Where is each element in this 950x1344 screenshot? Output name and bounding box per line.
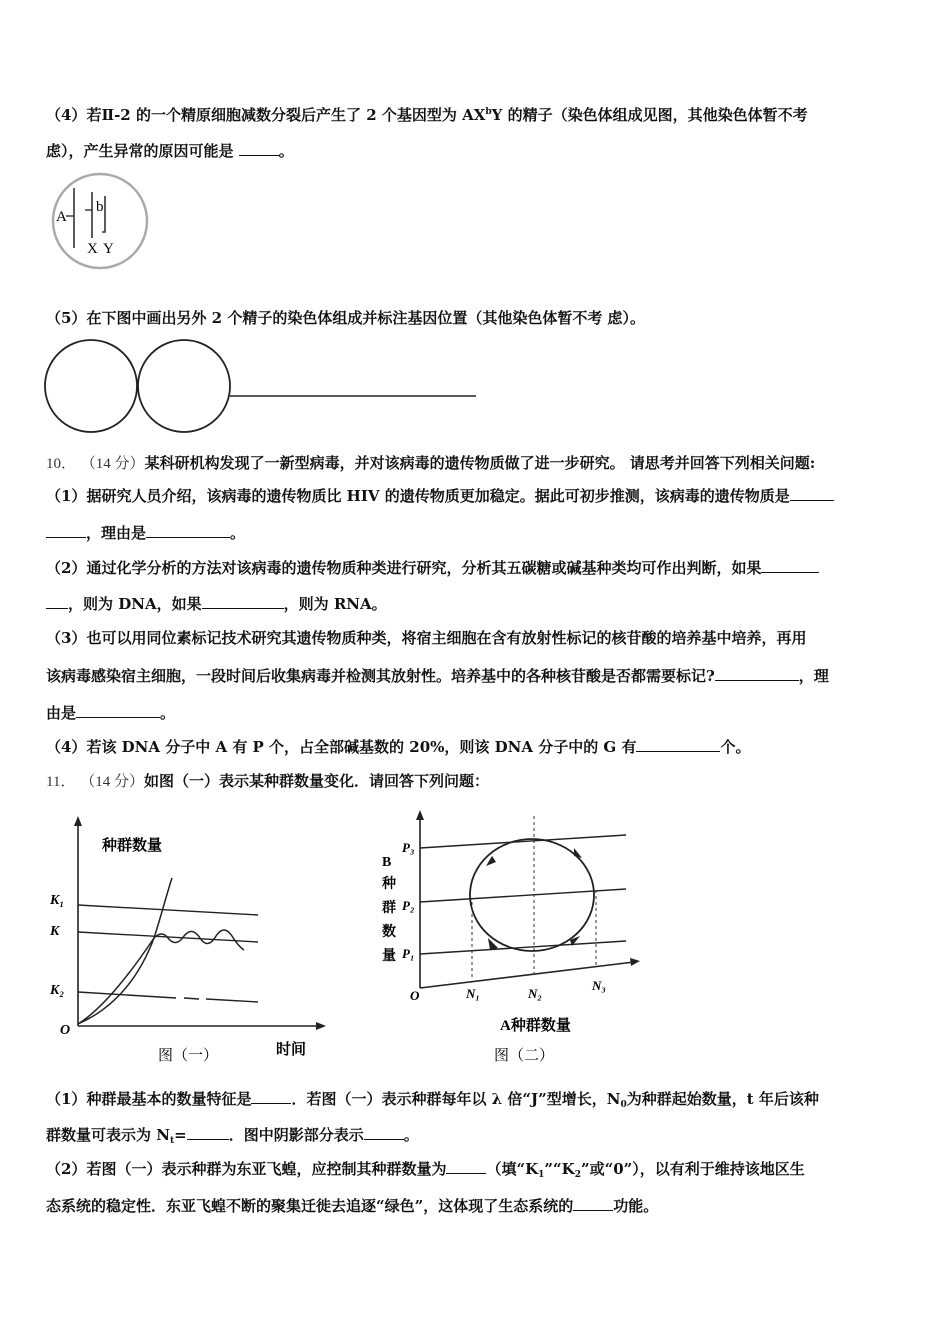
q10-p1-line1: （1）据研究人员介绍，该病毒的遗传物质比 HIV 的遗传物质更加稳定。据此可初步推测，该病毒的遗传物质是 [46,486,834,506]
q10-intro: 10． （14 分）某科研机构发现了一新型病毒，并对该病毒的遗传物质做了进一步研究。 请思考并回答下列相关问题: [46,454,816,472]
fig2-xlabel: A种群数量 [500,1018,571,1034]
fig1-k2-line-dash2 [206,999,258,1002]
answer-blank[interactable] [636,737,720,752]
draw-area-figure[interactable] [44,338,484,438]
answer-blank[interactable] [187,1125,229,1140]
answer-blank[interactable] [46,523,86,538]
fig1-j-curve [78,878,172,1024]
gene-b-label: b [96,199,104,215]
q11-p1-line1: （1）种群最基本的数量特征是 ．若图（一）表示种群每年以 λ 倍“J”型增长，$N_0$为种群起始数量，t 年后该种 [46,1090,819,1110]
fig1-xlabel: 时间 [276,1042,307,1058]
fig2-tick-n3: N₃ [592,978,606,993]
q11-p2-line1: （2）若图（一）表示种群为东亚飞蝗，应控制其种群数量为 （填“$K_1”“K_2$”或“0”），以有利于维持该地区生 [46,1160,805,1180]
answer-blank[interactable] [446,1159,486,1174]
answer-blank[interactable] [239,141,279,156]
fig2-title: 图（二） [494,1048,555,1064]
fig1-tick-k: K [50,924,60,939]
q10-p3-line1: （3）也可以用同位素标记技术研究其遗传物质种类，将宿主细胞在含有放射性标记的核苷酸的培养基中培养，再用 [46,629,807,647]
fig2-ylabel-1: 种 [382,877,396,892]
fig1-ylabel: 种群数量 [102,838,163,854]
q11-intro: 11． （14 分）如图（一）表示某种群数量变化．请回答下列问题： [46,772,490,790]
gene-a-label: A [56,209,67,225]
fig2-tick-p3: P₃ [402,840,415,855]
q10-p1-line2: ，理由是 。 [46,523,245,543]
fig2-arrow-top-right [574,848,582,858]
fig2-arrow-top-left [486,856,496,866]
answer-blank[interactable] [790,486,834,501]
answer-blank[interactable] [202,594,284,609]
fig2-p3-line [420,835,626,848]
q4-line1: （4）若Ⅱ-2 的一个精原细胞减数分裂后产生了 2 个基因型为 $AX^bY$ 的精子（染色体组成见图，其他染色体暂不考 [46,106,808,124]
fig2-ylabel-b: B [382,855,392,870]
fig2-tick-p2: P₂ [402,898,415,913]
answer-blank[interactable] [46,594,68,609]
q10-p3-line3: 由是 。 [46,704,176,722]
fig1-k2-line-dash1 [184,998,199,999]
fig2-tick-n2: N₂ [528,986,542,1001]
answer-blank[interactable] [146,523,230,538]
fig1-k2-line [78,992,176,998]
answer-blank[interactable] [251,1089,291,1104]
q11-p1-line2: 群数量可表示为 $N_t=$ ．图中阴影部分表示 。 [46,1126,419,1146]
fig2-origin: O [410,988,420,1003]
answer-blank[interactable] [573,1196,613,1211]
q11-p2-line2: 态系统的稳定性．东亚飞蝗不断的聚集迁徙去追逐“绿色”，这体现了生态系统的 功能。 [46,1197,659,1215]
answer-blank[interactable] [76,703,160,718]
fig1-title: 图（一） [158,1048,219,1064]
answer-blank[interactable] [761,558,819,573]
chrom-x-label: X [87,241,98,257]
figure-1-chart [44,808,334,1068]
answer-blank[interactable] [715,666,799,681]
fig2-ylabel-3: 数 [382,925,396,940]
q4-line2: 虑），产生异常的原因可能是 。 [46,142,294,160]
fig2-arrow-bottom-left [488,938,498,950]
chrom-y-label: Y [103,241,114,257]
answer-blank[interactable] [364,1125,404,1140]
q10-p2-line2: ，则为 DNA，如果 ，则为 RNA。 [46,594,387,614]
fig1-tick-k1: K₁ [50,893,65,908]
q5-line: （5）在下图中画出另外 2 个精子的染色体组成并标注基因位置（其他染色体暂不考 虑）。 [46,309,646,327]
q10-p3-line2: 该病毒感染宿主细胞，一段时间后收集病毒并检测其放射性。培养基中的各种核苷酸是否都需要标记? ，理 [46,667,829,685]
fig2-p2-line [420,889,626,902]
fig1-k1-line [78,905,258,915]
fig2-ylabel-2: 群 [382,901,396,916]
fig2-ylabel-4: 量 [382,949,396,964]
q10-p2-line1: （2）通过化学分析的方法对该病毒的遗传物质种类进行研究，分析其五碳糖或碱基种类均可作出判断，如果 [46,558,819,578]
fig2-tick-n1: N₁ [466,986,480,1001]
figure-2-chart [372,808,652,1068]
sperm-cell-figure [48,170,158,280]
fig1-tick-k2: K₂ [50,983,65,998]
fig1-origin: O [60,1023,71,1038]
fig2-tick-p1: P₁ [402,946,415,961]
q10-p4-line: （4）若该 DNA 分子中 A 有 P 个，占全部碱基数的 20%，则该 DNA 分子中的 G 有 个。 [46,738,751,756]
fig2-p1-line [420,941,626,954]
